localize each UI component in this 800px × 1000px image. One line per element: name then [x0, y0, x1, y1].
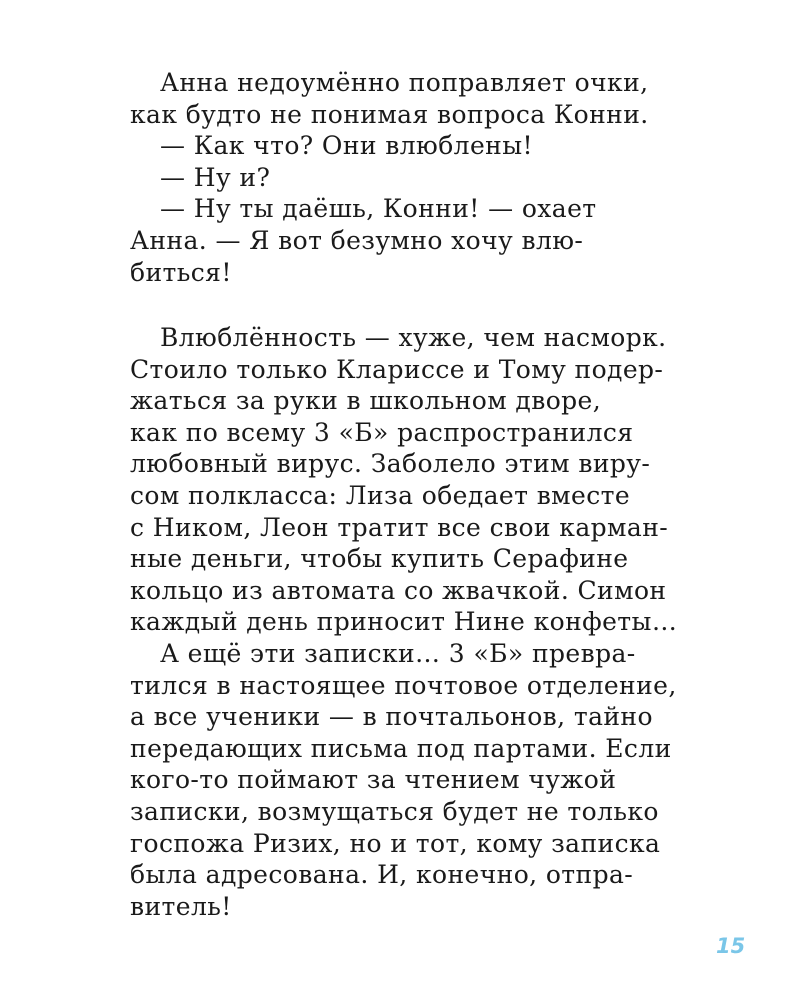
text-line: сом полкласса: Лиза обедает вместе: [130, 480, 631, 510]
text-line: — Ну ты даёшь, Конни! — охает: [160, 194, 597, 224]
text-line: витель!: [130, 891, 232, 921]
narrative-section: [130, 322, 710, 922]
text-line: Влюблённость — хуже, чем насморк.: [160, 323, 667, 352]
text-line: Стоило только Клариссе и Тому подер-: [130, 354, 664, 384]
text-line: кого-то поймают за чтением чужой: [130, 765, 617, 795]
text-line: была адресована. И, конечно, отпра-: [130, 860, 634, 890]
text-line: передающих письма под партами. Если: [130, 733, 672, 763]
text-line: — Как что? Они влюблены!: [160, 131, 533, 161]
text-line: как по всему 3 «Б» распространился: [130, 417, 634, 447]
text-line: а все ученики — в почтальонов, тайно: [130, 702, 653, 732]
text-line: с Ником, Леон тратит все свои карман-: [130, 512, 669, 542]
text-line: кольцо из автомата со жвачкой. Симон: [130, 575, 667, 605]
text-line: биться!: [130, 257, 232, 287]
text-line: Анна. — Я вот безумно хочу влю-: [130, 225, 584, 255]
text-line: как будто не понимая вопроса Конни.: [130, 99, 649, 129]
text-line: любовный вирус. Заболело этим виру-: [130, 449, 651, 479]
text-line: Анна недоумённо поправляет очки,: [160, 68, 649, 97]
text-line: жаться за руки в школьном дворе,: [130, 386, 602, 416]
text-line: госпожа Ризих, но и тот, кому записка: [130, 828, 661, 858]
dialogue-section: [130, 67, 710, 288]
page-number: 15: [716, 934, 746, 958]
text-line: записки, возмущаться будет не только: [130, 796, 659, 826]
text-line: — Ну и?: [160, 162, 271, 192]
text-line: А ещё эти записки… 3 «Б» превра-: [160, 638, 636, 668]
text-line: каждый день приносит Нине конфеты…: [130, 607, 678, 637]
text-line: ные деньги, чтобы купить Серафине: [130, 544, 629, 574]
text-line: тился в настоящее почтовое отделение,: [130, 670, 677, 700]
